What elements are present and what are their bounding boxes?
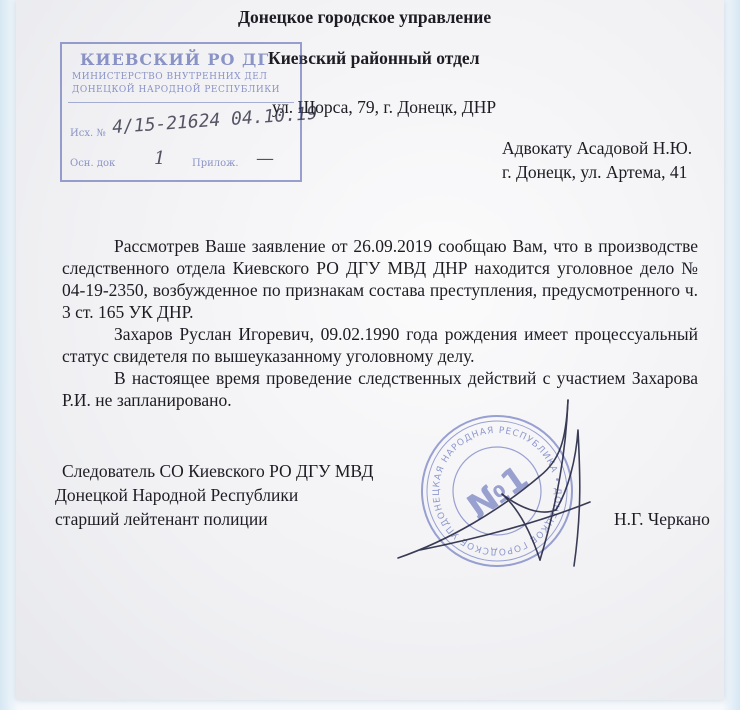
recipient-address: г. Донецк, ул. Артема, 41 — [502, 162, 688, 182]
department-name: Киевский районный отдел — [268, 48, 480, 68]
stamp-count-value: 1 — [154, 148, 166, 169]
recipient-name: Адвокату Асадовой Н.Ю. — [502, 138, 693, 158]
stamp-annex-value: — — [256, 148, 274, 169]
stamp-divider — [68, 102, 294, 103]
signer-name: Н.Г. Черкано — [614, 509, 710, 529]
stamp-subtitle-2: ДОНЕЦКОЙ НАРОДНОЙ РЕСПУБЛИКИ — [72, 85, 281, 95]
seal-center-number: №1 — [460, 457, 537, 528]
stamp-incoming-label: Исх. № — [70, 128, 106, 139]
stamp-annex-label: Прилож. — [192, 158, 239, 169]
body-paragraph-2: Захаров Руслан Игоревич, 09.02.1990 года рождения имеет процессуальный статус свидетеля по вышеуказанному уголовному делу. — [62, 324, 698, 366]
registration-stamp — [60, 42, 319, 182]
body-paragraph-1: Рассмотрев Ваше заявление от 26.09.2019 сообщаю Вам, что в производстве следственного отдела Киевского РО ДГУ МВД ДНР находится уголовное дело № 04-19-2350, возбужденное по признакам состава преступления, предусмотренного ч. 3 ст. 165 УК ДНР. — [62, 236, 698, 322]
handwritten-signature — [390, 390, 630, 580]
stamp-count-label: Осн. док — [70, 158, 116, 169]
org-name: Донецкое городское управление — [238, 7, 492, 27]
signoff-organization: Донецкой Народной Республики — [55, 485, 299, 505]
signoff-rank: старший лейтенант полиции — [55, 509, 268, 529]
seal-ring-text: ДОНЕЦКАЯ НАРОДНАЯ РЕСПУБЛИКА • ДОНЕЦКОЕ ГОРОДСКОЕ УПРАВЛЕНИЕ — [431, 425, 563, 557]
stamp-subtitle-1: МИНИСТЕРСТВО ВНУТРЕННИХ ДЕЛ — [72, 72, 268, 82]
signoff-position: Следователь СО Киевского РО ДГУ МВД — [62, 461, 374, 481]
body-paragraph-3: В настоящее время проведение следственных действий с участием Захарова Р.И. не запланировано. — [62, 368, 698, 410]
department-address: ул. Щорса, 79, г. Донецк, ДНР — [272, 97, 497, 117]
stamp-title: КИЕВСКИЙ РО ДГ — [80, 50, 270, 69]
stamp-registration-number: 4/15-21624 04.10.19 — [111, 102, 319, 139]
